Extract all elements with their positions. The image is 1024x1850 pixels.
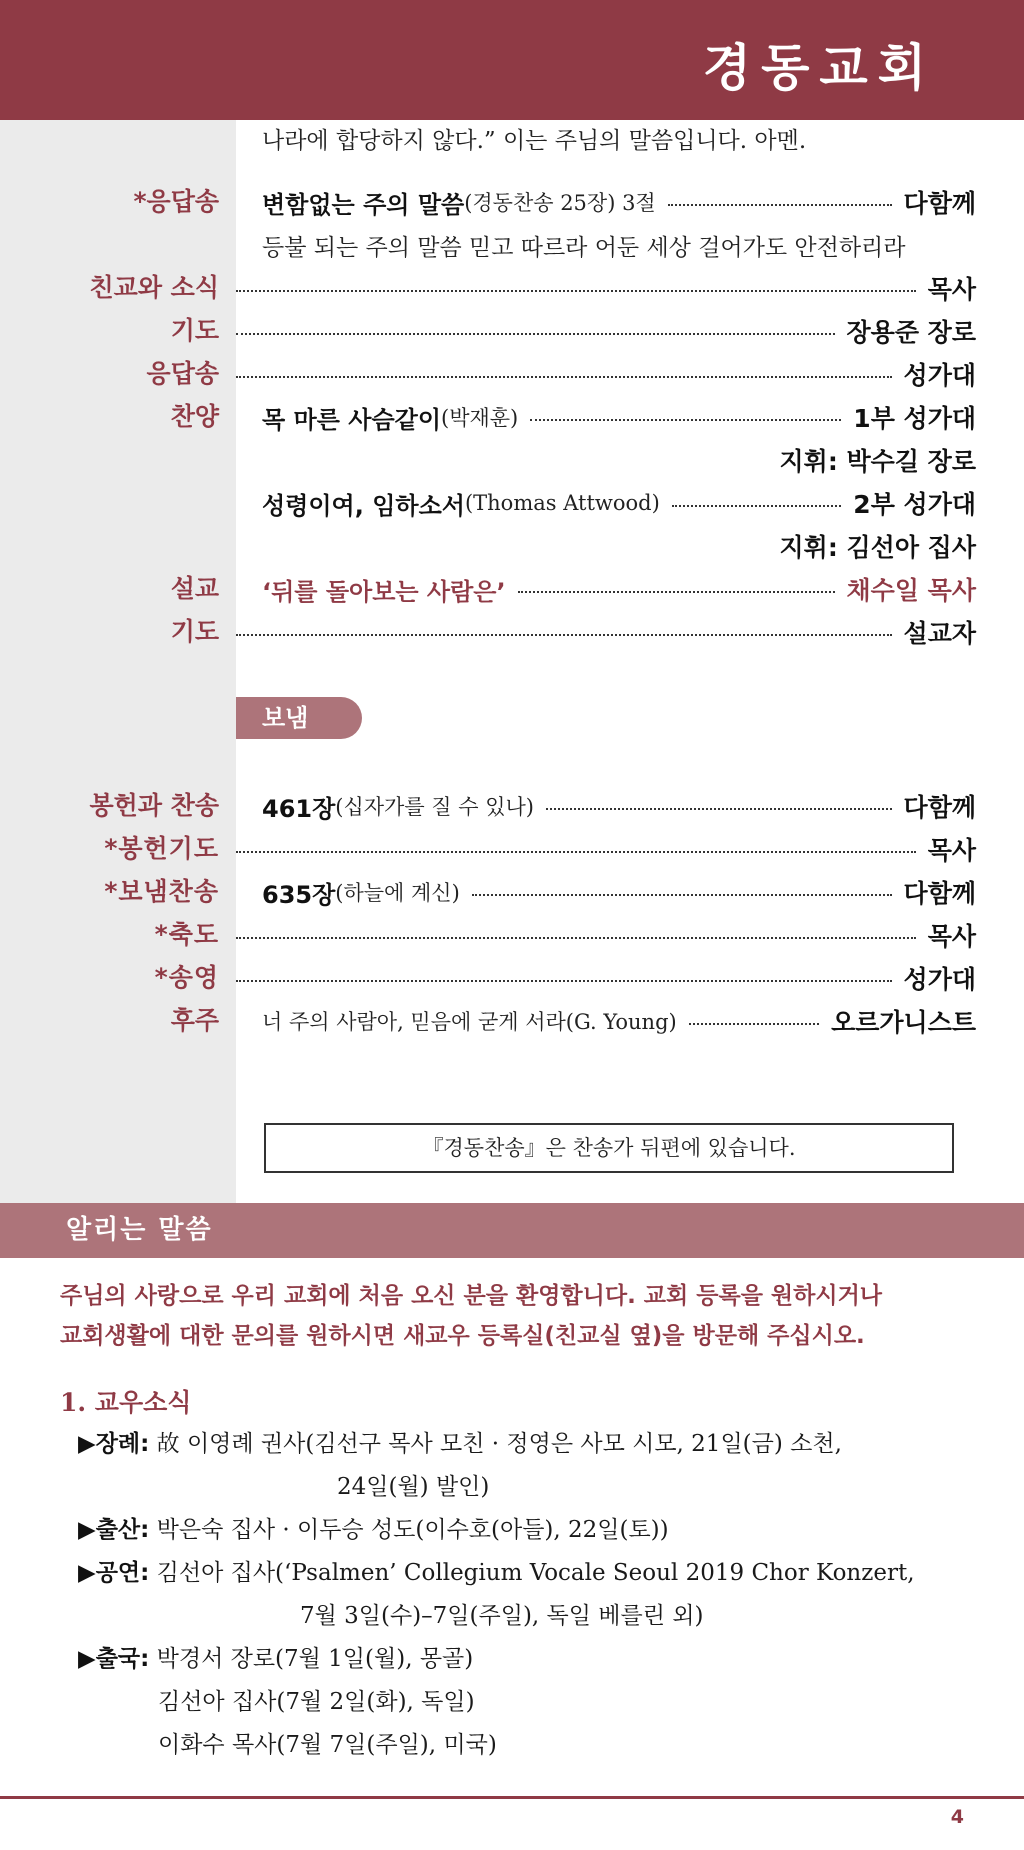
departure-line-3 [158,1725,497,1765]
funeral-text-2: 24일(월) 발인) [337,1474,490,1500]
concert-key: ▶공연: [78,1560,150,1586]
welcome-message [60,1276,980,1356]
birth-text: 박은숙 집사 · 이두승 성도(이수호(아들), 22일(토)) [149,1517,669,1543]
departure-key: ▶출국: [78,1646,150,1672]
leader-dots [672,505,842,507]
leader-dots [236,937,916,939]
benediction-performer: 목사 [927,922,976,951]
intro-line: 나라에 합당하지 않다.” 이는 주님의 말씀입니다. 아멘. [262,127,807,154]
leader-dots [236,376,892,378]
anthem-2-conductor: 지휘: 김선아 집사 [779,533,976,562]
offering-prayer-performer: 목사 [927,836,976,865]
offering-prayer-row [0,829,1024,869]
sending-hymn-number: 635장 [262,880,336,909]
benediction-row [0,915,1024,955]
sermon-label: 설교 [170,574,219,603]
sermon-title: ‘뒤를 돌아보는 사람은’ [262,577,506,606]
sermon-prayer-row [0,612,1024,652]
birth-key: ▶출산: [78,1517,150,1543]
anthem-1-composer: (박재훈) [441,406,519,430]
amen-performer: 성가대 [903,965,976,994]
sermon-preacher: 채수일 목사 [846,576,976,605]
response-song-title: 변함없는 주의 말씀 [262,190,465,219]
sermon-prayer-performer: 설교자 [903,619,976,648]
fellowship-label: 친교와 소식 [89,273,219,302]
anthem-row-2 [0,483,1024,523]
offering-label: 봉헌과 찬송 [89,791,219,820]
sending-section-tab [236,697,362,739]
announcements-title: 알리는 말씀 [66,1215,213,1245]
prayer-performer: 장용준 장로 [846,318,976,347]
sermon-row [0,569,1024,609]
offering-hymn-number: 461장 [262,794,336,823]
offering-row [0,786,1024,826]
leader-dots [546,808,892,810]
response-lyrics: 등불 되는 주의 말씀 믿고 따르라 어둔 세상 걸어가도 안전하리라 [262,234,906,261]
amen-label: *송영 [154,963,219,992]
member-news-heading: 1. 교우소식 [60,1388,192,1417]
leader-dots [236,851,916,853]
offering-prayer-label: *봉헌기도 [104,834,219,863]
welcome-line-1: 주님의 사랑으로 우리 교회에 처음 오신 분을 환영합니다. 교회 등록을 원하시거나 [60,1283,883,1309]
anthem-2-title: 성령이여, 임하소서 [262,491,465,520]
footer-rule [0,1796,1024,1799]
anthem-1-performer: 1부 성가대 [853,404,976,433]
intro-line-row [0,118,1024,158]
sending-hymn-row [0,872,1024,912]
anthem-1-title: 목 마른 사슴같이 [262,405,441,434]
announcements-header [0,1203,1024,1258]
leader-dots [518,591,835,593]
response-song-label: *응답송 [133,187,219,216]
response-song2-label: 응답송 [146,359,219,388]
sending-hymn-title: (하늘에 계신) [335,881,460,905]
departure-line [78,1639,473,1679]
offering-performer: 다함께 [903,793,976,822]
page-number: 4 [950,1806,964,1828]
response-lyrics-row [0,225,1024,265]
leader-dots [530,419,841,421]
leader-dots [236,980,892,982]
fellowship-performer: 목사 [927,275,976,304]
fellowship-row [0,268,1024,308]
departure-text: 박경서 장로(7월 1일(월), 몽골) [149,1646,474,1672]
postlude-label: 후주 [170,1006,219,1035]
response-song2-performer: 성가대 [903,361,976,390]
concert-line-2 [300,1596,703,1636]
leader-dots [668,204,892,206]
response-song-detail: (경동찬송 25장) 3절 [464,191,656,215]
funeral-key: ▶장례: [78,1431,150,1457]
prayer-row [0,311,1024,351]
leader-dots [236,290,916,292]
sending-hymn-performer: 다함께 [903,879,976,908]
anthem-2-performer: 2부 성가대 [853,490,976,519]
funeral-text: 故 이영례 권사(김선구 목사 모친 · 정영은 사모 시모, 21일(금) 소천, [149,1431,842,1457]
header-banner [0,0,1024,120]
anthem-2-conductor-row [0,526,1024,566]
sending-hymn-label: *보냄찬송 [104,877,219,906]
anthem-1-conductor-row [0,440,1024,480]
response-song-row [0,182,1024,222]
postlude-performer: 오르가니스트 [831,1008,976,1037]
anthem-1-conductor: 지휘: 박수길 장로 [779,447,976,476]
welcome-line-2: 교회생활에 대한 문의를 원하시면 새교우 등록실(친교실 옆)을 방문해 주십시오. [60,1323,865,1349]
postlude-title: 너 주의 사람아, 믿음에 굳게 서라(G. Young) [262,1010,677,1034]
funeral-line-2 [337,1467,489,1507]
leader-dots [472,894,892,896]
church-name: 경동교회 [702,39,936,97]
leader-dots [236,634,892,636]
amen-row [0,958,1024,998]
hymnal-notice-box: 『경동찬송』은 찬송가 뒤편에 있습니다. [264,1123,954,1173]
birth-line [78,1510,669,1550]
response-song-performer: 다함께 [903,189,976,218]
departure-text-3: 이화수 목사(7월 7일(주일), 미국) [158,1732,497,1758]
offering-hymn-title: (십자가를 질 수 있나) [335,795,534,819]
leader-dots [236,333,835,335]
benediction-label: *축도 [154,920,219,949]
concert-line [78,1553,915,1593]
sending-section-label: 보냄 [262,704,309,732]
response-song2-row [0,354,1024,394]
departure-text-2: 김선아 집사(7월 2일(화), 독일) [158,1689,475,1715]
concert-text: 김선아 집사(‘Psalmen’ Collegium Vocale Seoul 2019 Chor Konzert, [149,1560,915,1586]
sermon-prayer-label: 기도 [170,617,219,646]
funeral-line [78,1424,842,1464]
departure-line-2 [158,1682,475,1722]
prayer-label: 기도 [170,316,219,345]
concert-text-2: 7월 3일(수)–7일(주일), 독일 베를린 외) [300,1603,704,1629]
leader-dots [689,1023,819,1025]
anthem-2-composer: (Thomas Attwood) [464,491,660,515]
anthem-label: 찬양 [170,402,219,431]
postlude-row [0,1001,1024,1041]
anthem-row-1 [0,397,1024,437]
